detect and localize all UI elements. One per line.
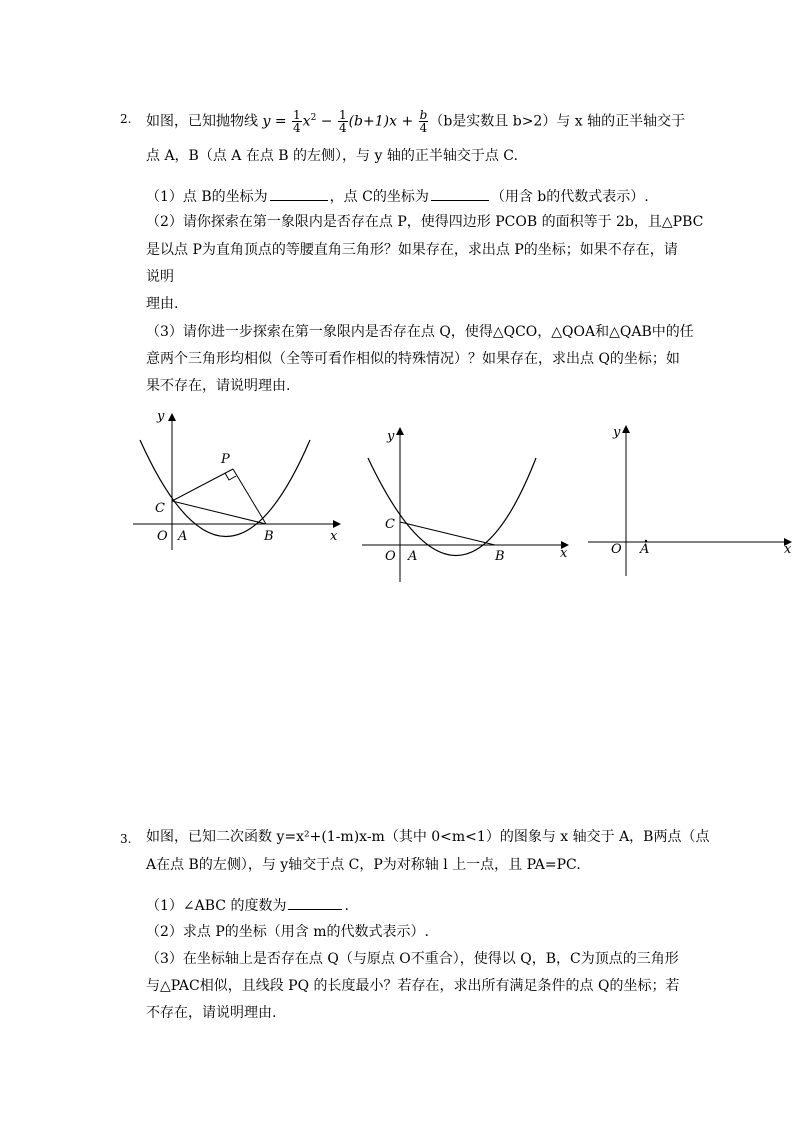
problem2-line1 (146, 100, 685, 136)
fig1-right-angle-mark (225, 473, 236, 480)
fig2-label-y: y (387, 429, 395, 444)
p3-q1-period: . (344, 898, 349, 914)
problem2-intro-b: （b是实数且 b>2）与 x 轴的正半轴交于 (429, 113, 686, 130)
answer-blank-b[interactable] (270, 186, 328, 201)
answer-blank-c[interactable] (431, 186, 489, 201)
problem3-q3-line2: 与△PAC相似，且线段 PQ 的长度最小？若存在，求出所有满足条件的点 Q的坐标；若 (146, 978, 680, 994)
problem2-q2-line4: 理由. (146, 296, 179, 312)
fig2-label-x: x (560, 546, 568, 561)
frac-num: 1 (293, 108, 301, 123)
frac-b-quarter (419, 109, 429, 134)
q1-text-c: （用含 b的代数式表示）. (490, 189, 649, 205)
fig1-label-p: P (221, 452, 230, 467)
figure-2 (362, 428, 568, 582)
fig1-label-x: x (330, 529, 338, 544)
frac-den: 4 (338, 121, 347, 136)
problem3-q1 (146, 895, 349, 916)
problem3-q3-line1: （3）在坐标轴上是否存在点 Q（与原点 O不重合），使得以 Q，B，C为顶点的三角形 (146, 951, 679, 967)
fig2-label-a: A (408, 549, 418, 564)
fig2-segment-cb (400, 522, 495, 545)
problem2-q2-line1: （2）请你探索在第一象限内是否存在点 P，使得四边形 PCOB 的面积等于 2b，且△PBC (146, 214, 704, 230)
problem3-line1: 如图，已知二次函数 y=x²+(1-m)x-m（其中 0<m<1）的图象与 x 轴交于 A，B两点（点 (146, 829, 710, 845)
frac-den: 4 (419, 121, 428, 136)
fig1-label-b: B (264, 529, 274, 544)
eq-x: x (302, 113, 311, 130)
fig1-segment-pb (233, 469, 266, 524)
fig1-label-a: A (178, 529, 188, 544)
fig2-label-b: B (495, 549, 505, 564)
q1-text-a: （1）点 B的坐标为 (146, 189, 268, 205)
problem2-q1 (146, 186, 649, 207)
fig3-label-o: O (611, 542, 622, 557)
fig1-label-c: C (155, 501, 165, 516)
fig1-label-o: O (157, 529, 168, 544)
problem2-q3-line2: 意两个三角形均相似（全等可看作相似的特殊情况）？如果存在，求出点 Q的坐标；如 (146, 351, 680, 367)
problem3-q2: （2）求点 P的坐标（用含 m的代数式表示）. (146, 924, 429, 940)
answer-blank-angle[interactable] (288, 895, 342, 910)
figure-3 (588, 425, 792, 576)
frac-den: 4 (293, 121, 301, 136)
problem2-q3-line3: 果不存在，请说明理由. (146, 378, 291, 394)
problem3-number: 3. (120, 832, 132, 846)
fig2-label-o: O (385, 549, 396, 564)
eq-plus: + (397, 113, 418, 130)
problem2-intro-a: 如图，已知抛物线 (146, 113, 263, 130)
fig3-label-a: A (640, 542, 650, 557)
problem2-line2: 点 A，B（点 A 在点 B 的左侧），与 y 轴的正半轴交于点 C. (146, 148, 518, 164)
eq-equals: = (270, 113, 292, 130)
q1-text-b: ，点 C的坐标为 (329, 189, 429, 205)
fig1-segment-cp (172, 469, 233, 501)
fig2-parabola (368, 458, 536, 556)
frac-quarter-2 (338, 109, 348, 134)
eq-b-term: (b+1)x (348, 113, 397, 130)
p3-q1-text: （1）∠ABC 的度数为 (146, 898, 287, 914)
problem3-line2: A在点 B的左侧），与 y轴交于点 C，P为对称轴 l 上一点，且 PA=PC. (146, 857, 581, 873)
problem2-number: 2. (120, 112, 132, 126)
frac-num: b (419, 108, 428, 123)
fig3-label-y: y (613, 425, 621, 440)
fig3-label-x: x (784, 542, 792, 557)
eq-square: 2 (310, 113, 317, 123)
frac-quarter-1 (292, 109, 302, 134)
figures (0, 400, 794, 600)
problem2-q3-line1: （3）请你进一步探索在第一象限内是否存在点 Q，使得△QCO，△QOA和△QAB中的任 (146, 324, 694, 340)
problem3-q3-line3: 不存在，请说明理由. (146, 1005, 277, 1021)
figure-1 (133, 409, 340, 550)
eq-minus: − (316, 113, 337, 130)
problem2-q2-line2: 是以点 P为直角顶点的等腰直角三角形？如果存在，求出点 P的坐标；如果不存在，请 (146, 242, 678, 258)
fig2-label-c: C (385, 517, 395, 532)
fig1-label-y: y (157, 409, 165, 424)
problem2-q2-line3: 说明 (146, 269, 174, 285)
eq-y: y (262, 113, 271, 130)
fig1-segment-cb (172, 501, 266, 524)
frac-num: 1 (338, 108, 347, 123)
